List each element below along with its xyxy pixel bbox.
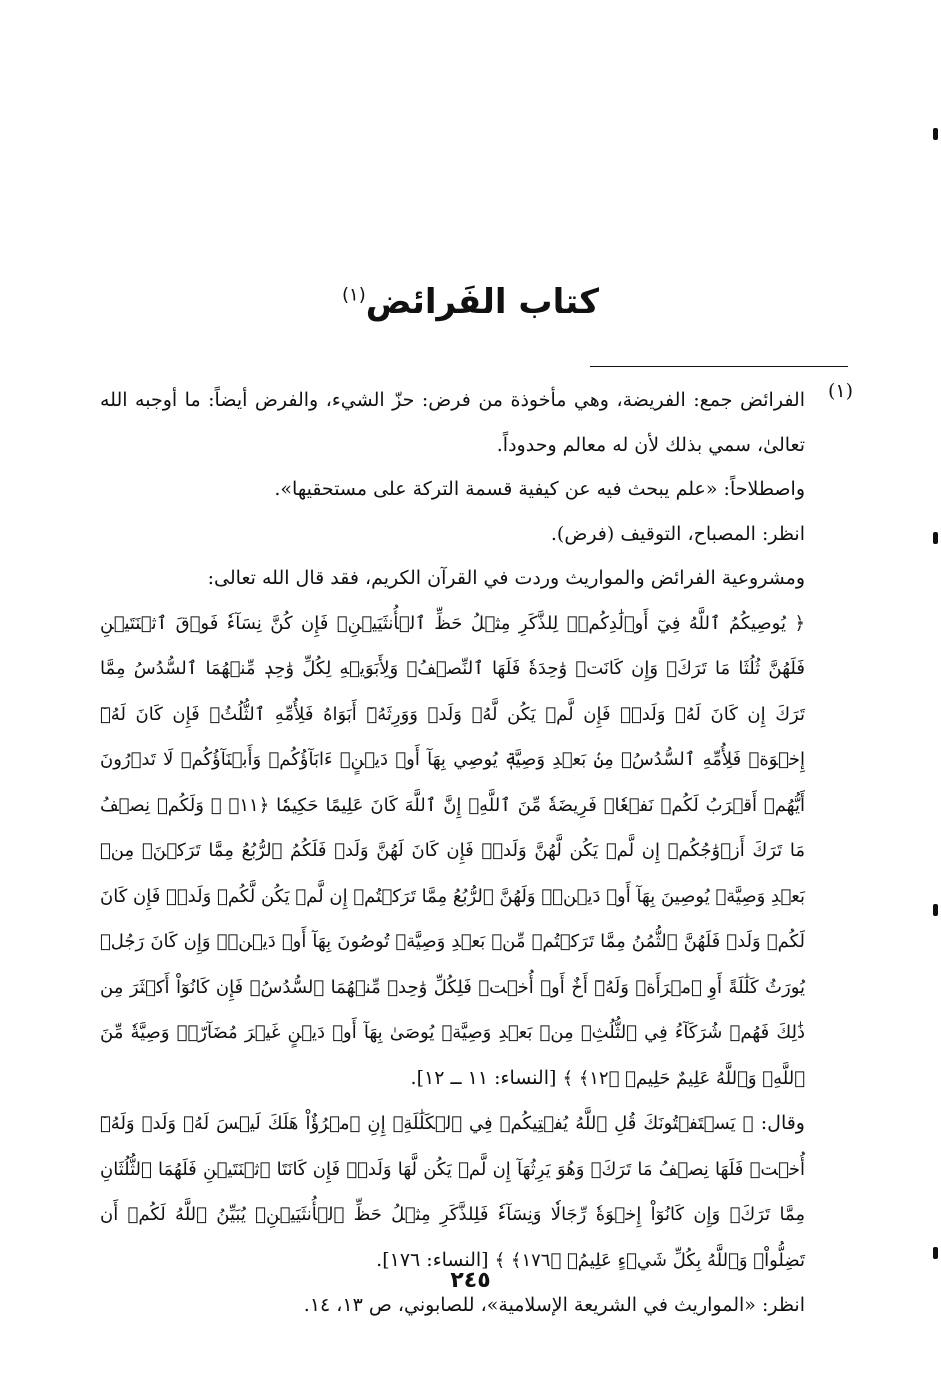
edge-mark xyxy=(933,904,938,916)
footnote-reference: انظر: «المواريث في الشريعة الإسلامية»، للصابوني، ص ١٣، ١٤. xyxy=(303,1294,805,1316)
quran-verse-nisa-11-12: ﴿ يُوصِيكُمُ ٱللَّهُ فِيٓ أَوۡلَٰدِكُمۡۖ لِلذَّكَرِ مِثۡلُ حَظِّ ٱلۡأُنثَيَيۡنِۚ فَإِن كُنَّ نِسَآءٗ فَوۡقَ ٱثۡنَتَيۡنِ فَلَهُنَّ ثُلُثَا مَا تَرَكَۖ وَإِن كَانَتۡ وَٰحِدَةٗ فَلَهَا ٱلنِّصۡفُۚ وَلِأَبَوَيۡهِ لِكُلِّ وَٰحِدٖ مِّنۡهُمَا ٱلسُّدُسُ مِمَّا تَرَكَ إِن كَانَ لَهُۥ وَلَدٞۚ فَإِن لَّمۡ يَكُن لَّهُۥ وَلَدٞ وَوَرِثَهُۥٓ أَبَوَاهُ فَلِأُمِّهِ ٱلثُّلُثُۚ فَإِن كَانَ لَهُۥٓ إِخۡوَةٞ فَلِأُمِّهِ ٱلسُّدُسُۚ مِنۢ بَعۡدِ وَصِيَّةٖ يُوصِي بِهَآ أَوۡ دَيۡنٍۗ ءَابَآؤُكُمۡ وَأَبۡنَآؤُكُمۡ لَا تَدۡرُونَ أَيُّهُمۡ أَقۡرَبُ لَكُمۡ نَفۡعٗاۚ فَرِيضَةٗ مِّنَ ٱللَّهِۗ إِنَّ ٱللَّهَ كَانَ عَلِيمًا حَكِيمٗا ﴿١١﴾ ۞ وَلَكُمۡ نِصۡفُ مَا تَرَكَ أَزۡوَٰجُكُمۡ إِن لَّمۡ يَكُن لَّهُنَّ وَلَدٞۚ فَإِن كَانَ لَهُنَّ وَلَدٞ فَلَكُمُ ٱلرُّبُعُ مِمَّا تَرَكۡنَۚ مِنۢ بَعۡدِ وَصِيَّةٖ يُوصِينَ بِهَآ أَوۡ دَيۡنٖۚ وَلَهُنَّ ٱلرُّبُعُ مِمَّا تَرَكۡتُمۡ إِن لَّمۡ يَكُن لَّكُمۡ وَلَدٞۚ فَإِن كَانَ لَكُمۡ وَلَدٞ فَلَهُنَّ ٱلثُّمُنُ مِمَّا تَرَكۡتُمۚ مِّنۢ بَعۡدِ وَصِيَّةٖ تُوصُونَ بِهَآ أَوۡ دَيۡنٖۗ وَإِن كَانَ رَجُلٞ يُورَثُ كَلَٰلَةً أَوِ ٱمۡرَأَةٞ وَلَهُۥٓ أَخٌ أَوۡ أُخۡتٞ فَلِكُلِّ وَٰحِدٖ مِّنۡهُمَا ٱلسُّدُسُۚ فَإِن كَانُوٓاْ أَكۡثَرَ مِن ذَٰلِكَ فَهُمۡ شُرَكَآءُ فِي ٱلثُّلُثِۚ مِنۢ بَعۡدِ وَصِيَّةٖ يُوصَىٰ بِهَآ أَوۡ دَيۡنٍ غَيۡرَ مُضَآرّٖۚ وَصِيَّةٗ مِّنَ ٱللَّهِۗ وَٱللَّهُ عَلِيمٌ حَلِيمٞ ﴿١٢﴾ ﴾ xyxy=(100,612,805,1089)
edge-mark xyxy=(933,532,938,544)
quran-verse-block xyxy=(100,1101,805,1283)
footnote-definition: الفرائض جمع: الفريضة، وهي مأخوذة من فرض: حزّ الشيء، والفرض أيضاً: ما أوجبه الله تعالىٰ، سمي بذلك لأن له معالم وحدوداً. xyxy=(100,389,805,456)
verse-citation: [النساء: ١٧٦]. xyxy=(376,1248,489,1271)
footnote-separator xyxy=(590,366,848,367)
footnote-terminology: واصطلاحاً: «علم يبحث فيه عن كيفية قسمة التركة على مستحقيها». xyxy=(274,478,805,500)
chapter-footnote-ref: (١) xyxy=(341,284,366,306)
footnote-body xyxy=(100,378,805,1328)
chapter-title-text: كتاب الفَرائض xyxy=(365,282,599,322)
footnote-see-also: انظر: المصباح، التوقيف (فرض). xyxy=(550,522,805,545)
footnote-marker: (١) xyxy=(827,380,853,402)
quran-verse-block xyxy=(100,601,805,1102)
chapter-title xyxy=(0,282,941,322)
edge-mark xyxy=(933,1247,938,1259)
page-number: ٢٤٥ xyxy=(450,1268,491,1293)
verse-intro: وقال: xyxy=(760,1112,805,1134)
footnote-legitimacy: ومشروعية الفرائض والمواريث وردت في القرآن الكريم، فقد قال الله تعالى: xyxy=(207,567,805,589)
edge-mark xyxy=(933,128,938,140)
quran-verse-nisa-176: ﴿ يَسۡتَفۡتُونَكَ قُلِ ٱللَّهُ يُفۡتِيكُمۡ فِي ٱلۡكَلَٰلَةِۚ إِنِ ٱمۡرُؤٌاْ هَلَكَ لَيۡسَ لَهُۥ وَلَدٞ وَلَهُۥٓ أُخۡتٞ فَلَهَا نِصۡفُ مَا تَرَكَۚ وَهُوَ يَرِثُهَآ إِن لَّمۡ يَكُن لَّهَا وَلَدٞۚ فَإِن كَانَتَا ٱثۡنَتَيۡنِ فَلَهُمَا ٱلثُّلُثَانِ مِمَّا تَرَكَۚ وَإِن كَانُوٓاْ إِخۡوَةٗ رِّجَالٗا وَنِسَآءٗ فَلِلذَّكَرِ مِثۡلُ حَظِّ ٱلۡأُنثَيَيۡنِۗ يُبَيِّنُ ٱللَّهُ لَكُمۡ أَن تَضِلُّواْۗ وَٱللَّهُ بِكُلِّ شَيۡءٍ عَلِيمُۢ ﴿١٧٦﴾ ﴾ xyxy=(100,1113,805,1271)
verse-citation: [النساء: ١١ ــ ١٢]. xyxy=(410,1066,557,1089)
